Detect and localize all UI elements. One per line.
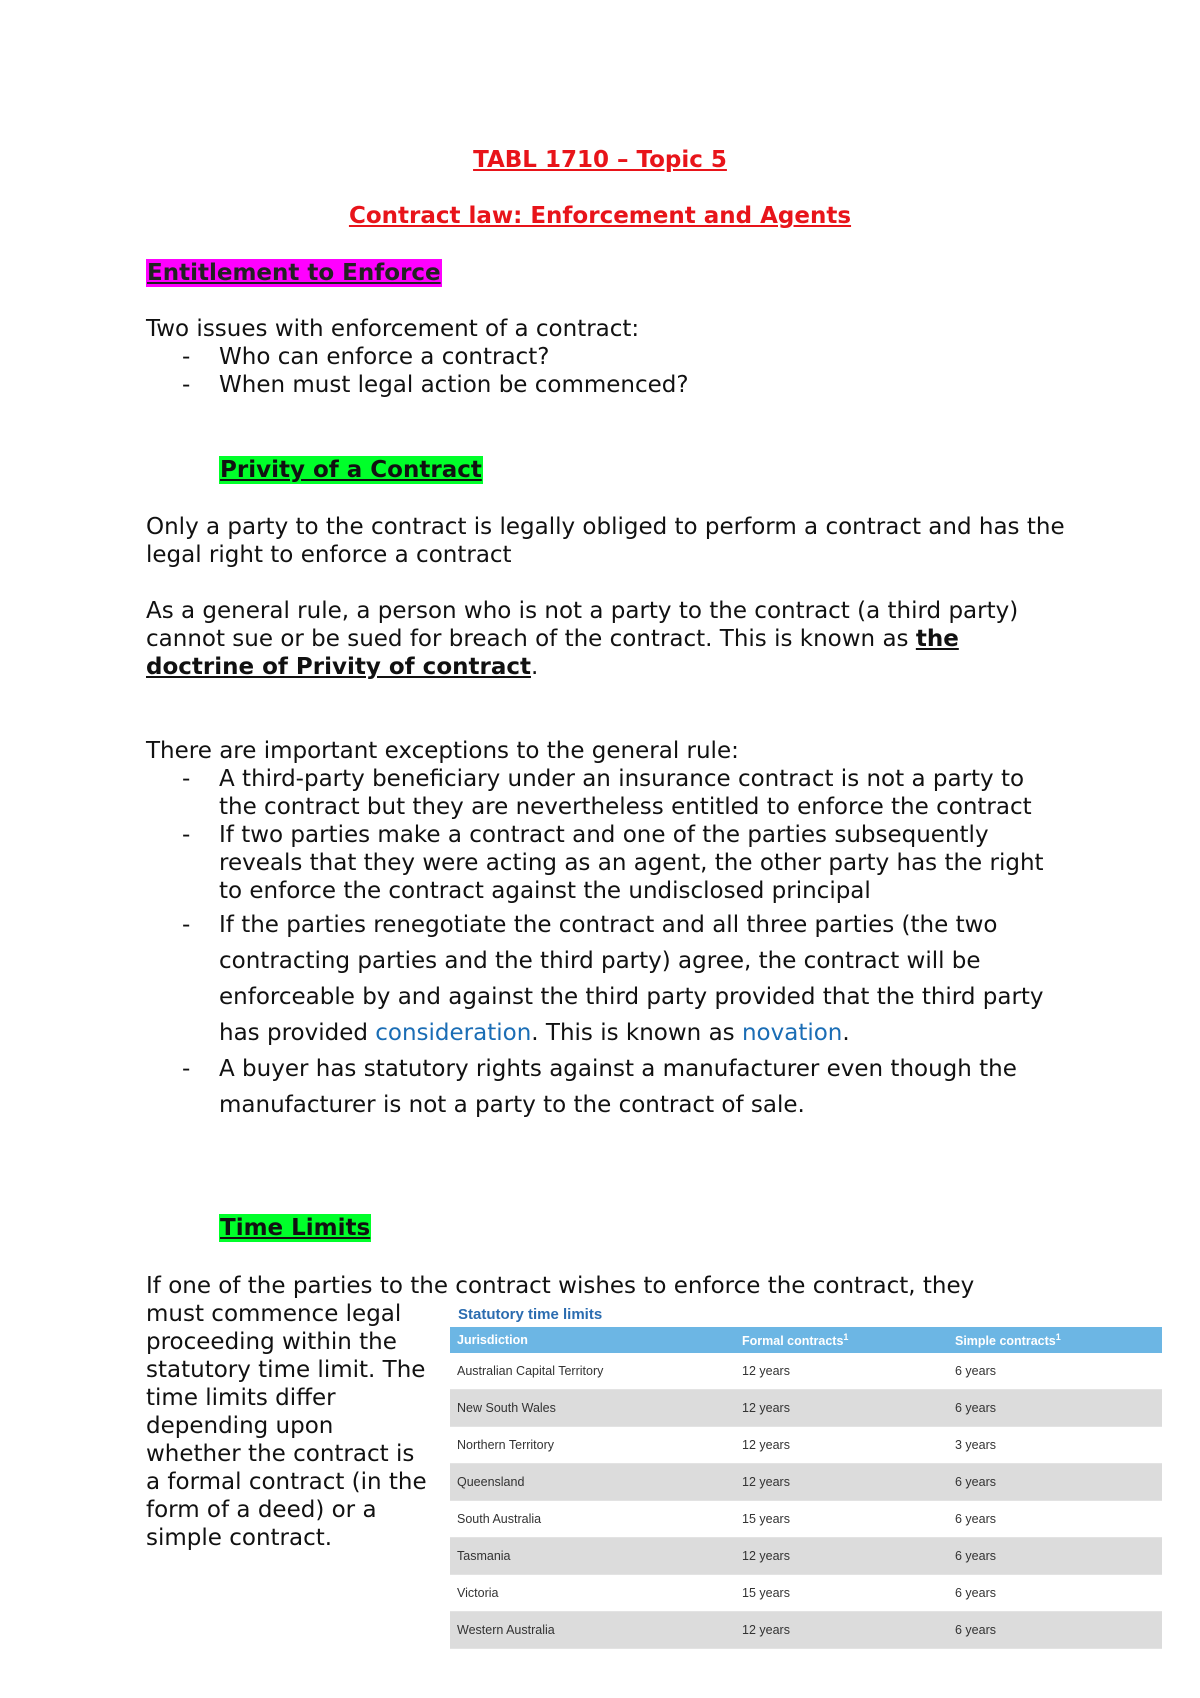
cell-jurisdiction: South Australia [450, 1501, 735, 1538]
privity-para-2 [146, 597, 1066, 681]
cell-jurisdiction: Victoria [450, 1575, 735, 1612]
cell-formal: 12 years [735, 1464, 948, 1501]
document-subtitle: Contract law: Enforcement and Agents [348, 203, 852, 229]
document-title: TABL 1710 – Topic 5 [473, 147, 727, 173]
list-item: - When must legal action be commenced? [146, 371, 1066, 399]
cell-formal: 12 years [735, 1427, 948, 1464]
table-row [450, 1538, 1162, 1575]
cell-jurisdiction: Queensland [450, 1464, 735, 1501]
time-limits-side-text: must commence legal proceeding within the statutory time limit. The time limits differ depending upon whether the contract is a formal contract (in the form of a deed) or a simple contract. [146, 1301, 427, 1551]
table-header-row [450, 1327, 1162, 1353]
table-row [450, 1575, 1162, 1612]
cell-simple: 6 years [948, 1575, 1162, 1612]
list-item: - If two parties make a contract and one of the parties subsequently reveals that they were acting as an agent, the other party has the right to enforce the contract against the undisclosed principal [146, 821, 1066, 905]
table-title: Statutory time limits [458, 1306, 603, 1323]
exceptions-list-b [146, 907, 1066, 1123]
cell-simple: 3 years [948, 1427, 1162, 1464]
section-entitlement-body [146, 315, 1066, 399]
cell-jurisdiction: Western Australia [450, 1612, 735, 1649]
cell-simple: 6 years [948, 1390, 1162, 1427]
heading-time-limits: Time Limits [220, 1215, 371, 1241]
cell-simple: 6 years [948, 1501, 1162, 1538]
cell-formal: 12 years [735, 1612, 948, 1649]
cell-simple: 6 years [948, 1353, 1162, 1390]
cell-formal: 12 years [735, 1353, 948, 1390]
header-simple: Simple contracts$^1$ [948, 1327, 1162, 1353]
novation-link[interactable]: novation [741, 1020, 843, 1046]
cell-formal: 12 years [735, 1390, 948, 1427]
cell-simple: 6 years [948, 1612, 1162, 1649]
heading-entitlement: Entitlement to Enforce [147, 260, 441, 286]
entitlement-list [146, 343, 1066, 399]
header-formal: Formal contracts$^1$ [735, 1327, 948, 1353]
ex3-text: If the parties renegotiate the contract and all three parties (the two contracting parties and the third party) agree, the contract will be enforceable by and against the third party provided that the third party has provided [219, 912, 1044, 1046]
table-row [450, 1612, 1162, 1649]
consideration-link[interactable]: consideration [375, 1020, 532, 1046]
list-item: - A buyer has statutory rights against a manufacturer even though the manufacturer is not a party to the contract of sale. [146, 1051, 1066, 1123]
privity-para-1 [146, 513, 1066, 569]
list-item: - Who can enforce a contract? [146, 343, 1066, 371]
table-row [450, 1390, 1162, 1427]
exceptions-intro: There are important exceptions to the general rule: [146, 738, 739, 764]
privity-text-2-end: . [530, 654, 539, 680]
time-limits-lead: If one of the parties to the contract wishes to enforce the contract, they [146, 1273, 975, 1299]
cell-jurisdiction: Tasmania [450, 1538, 735, 1575]
footnote-link[interactable]: 1 [1055, 1331, 1061, 1342]
cell-jurisdiction: Northern Territory [450, 1427, 735, 1464]
table-row [450, 1464, 1162, 1501]
exceptions-list-a [146, 765, 1066, 905]
cell-formal: 15 years [735, 1501, 948, 1538]
cell-formal: 15 years [735, 1575, 948, 1612]
table-row [450, 1427, 1162, 1464]
ex3-end: . [842, 1020, 850, 1046]
list-item [146, 907, 1066, 1051]
exceptions-block [146, 737, 1066, 1123]
cell-jurisdiction: Australian Capital Territory [450, 1353, 735, 1390]
privity-text-2: As a general rule, a person who is not a party to the contract (a third party) cannot sue or be sued for breach of the contract. This is known as [146, 598, 1019, 652]
cell-jurisdiction: New South Wales [450, 1390, 735, 1427]
table-row [450, 1353, 1162, 1390]
ex3-mid: . This is known as [531, 1020, 742, 1046]
time-limits-table [450, 1327, 1162, 1649]
cell-simple: 6 years [948, 1464, 1162, 1501]
entitlement-intro: Two issues with enforcement of a contract: [146, 316, 640, 342]
cell-formal: 12 years [735, 1538, 948, 1575]
list-item: - A third-party beneficiary under an insurance contract is not a party to the contract but they are nevertheless entitled to enforce the contract [146, 765, 1066, 821]
table-row [450, 1501, 1162, 1538]
heading-privity: Privity of a Contract [220, 457, 482, 483]
cell-simple: 6 years [948, 1538, 1162, 1575]
statutory-time-limits-table [450, 1306, 1162, 1649]
header-jurisdiction: Jurisdiction [450, 1327, 735, 1353]
doctrine-emphasis: the doctrine of Privity of contract [146, 626, 959, 680]
footnote-link[interactable]: 1 [843, 1331, 849, 1342]
privity-text-1: Only a party to the contract is legally obliged to perform a contract and has the legal right to enforce a contract [146, 514, 1065, 568]
